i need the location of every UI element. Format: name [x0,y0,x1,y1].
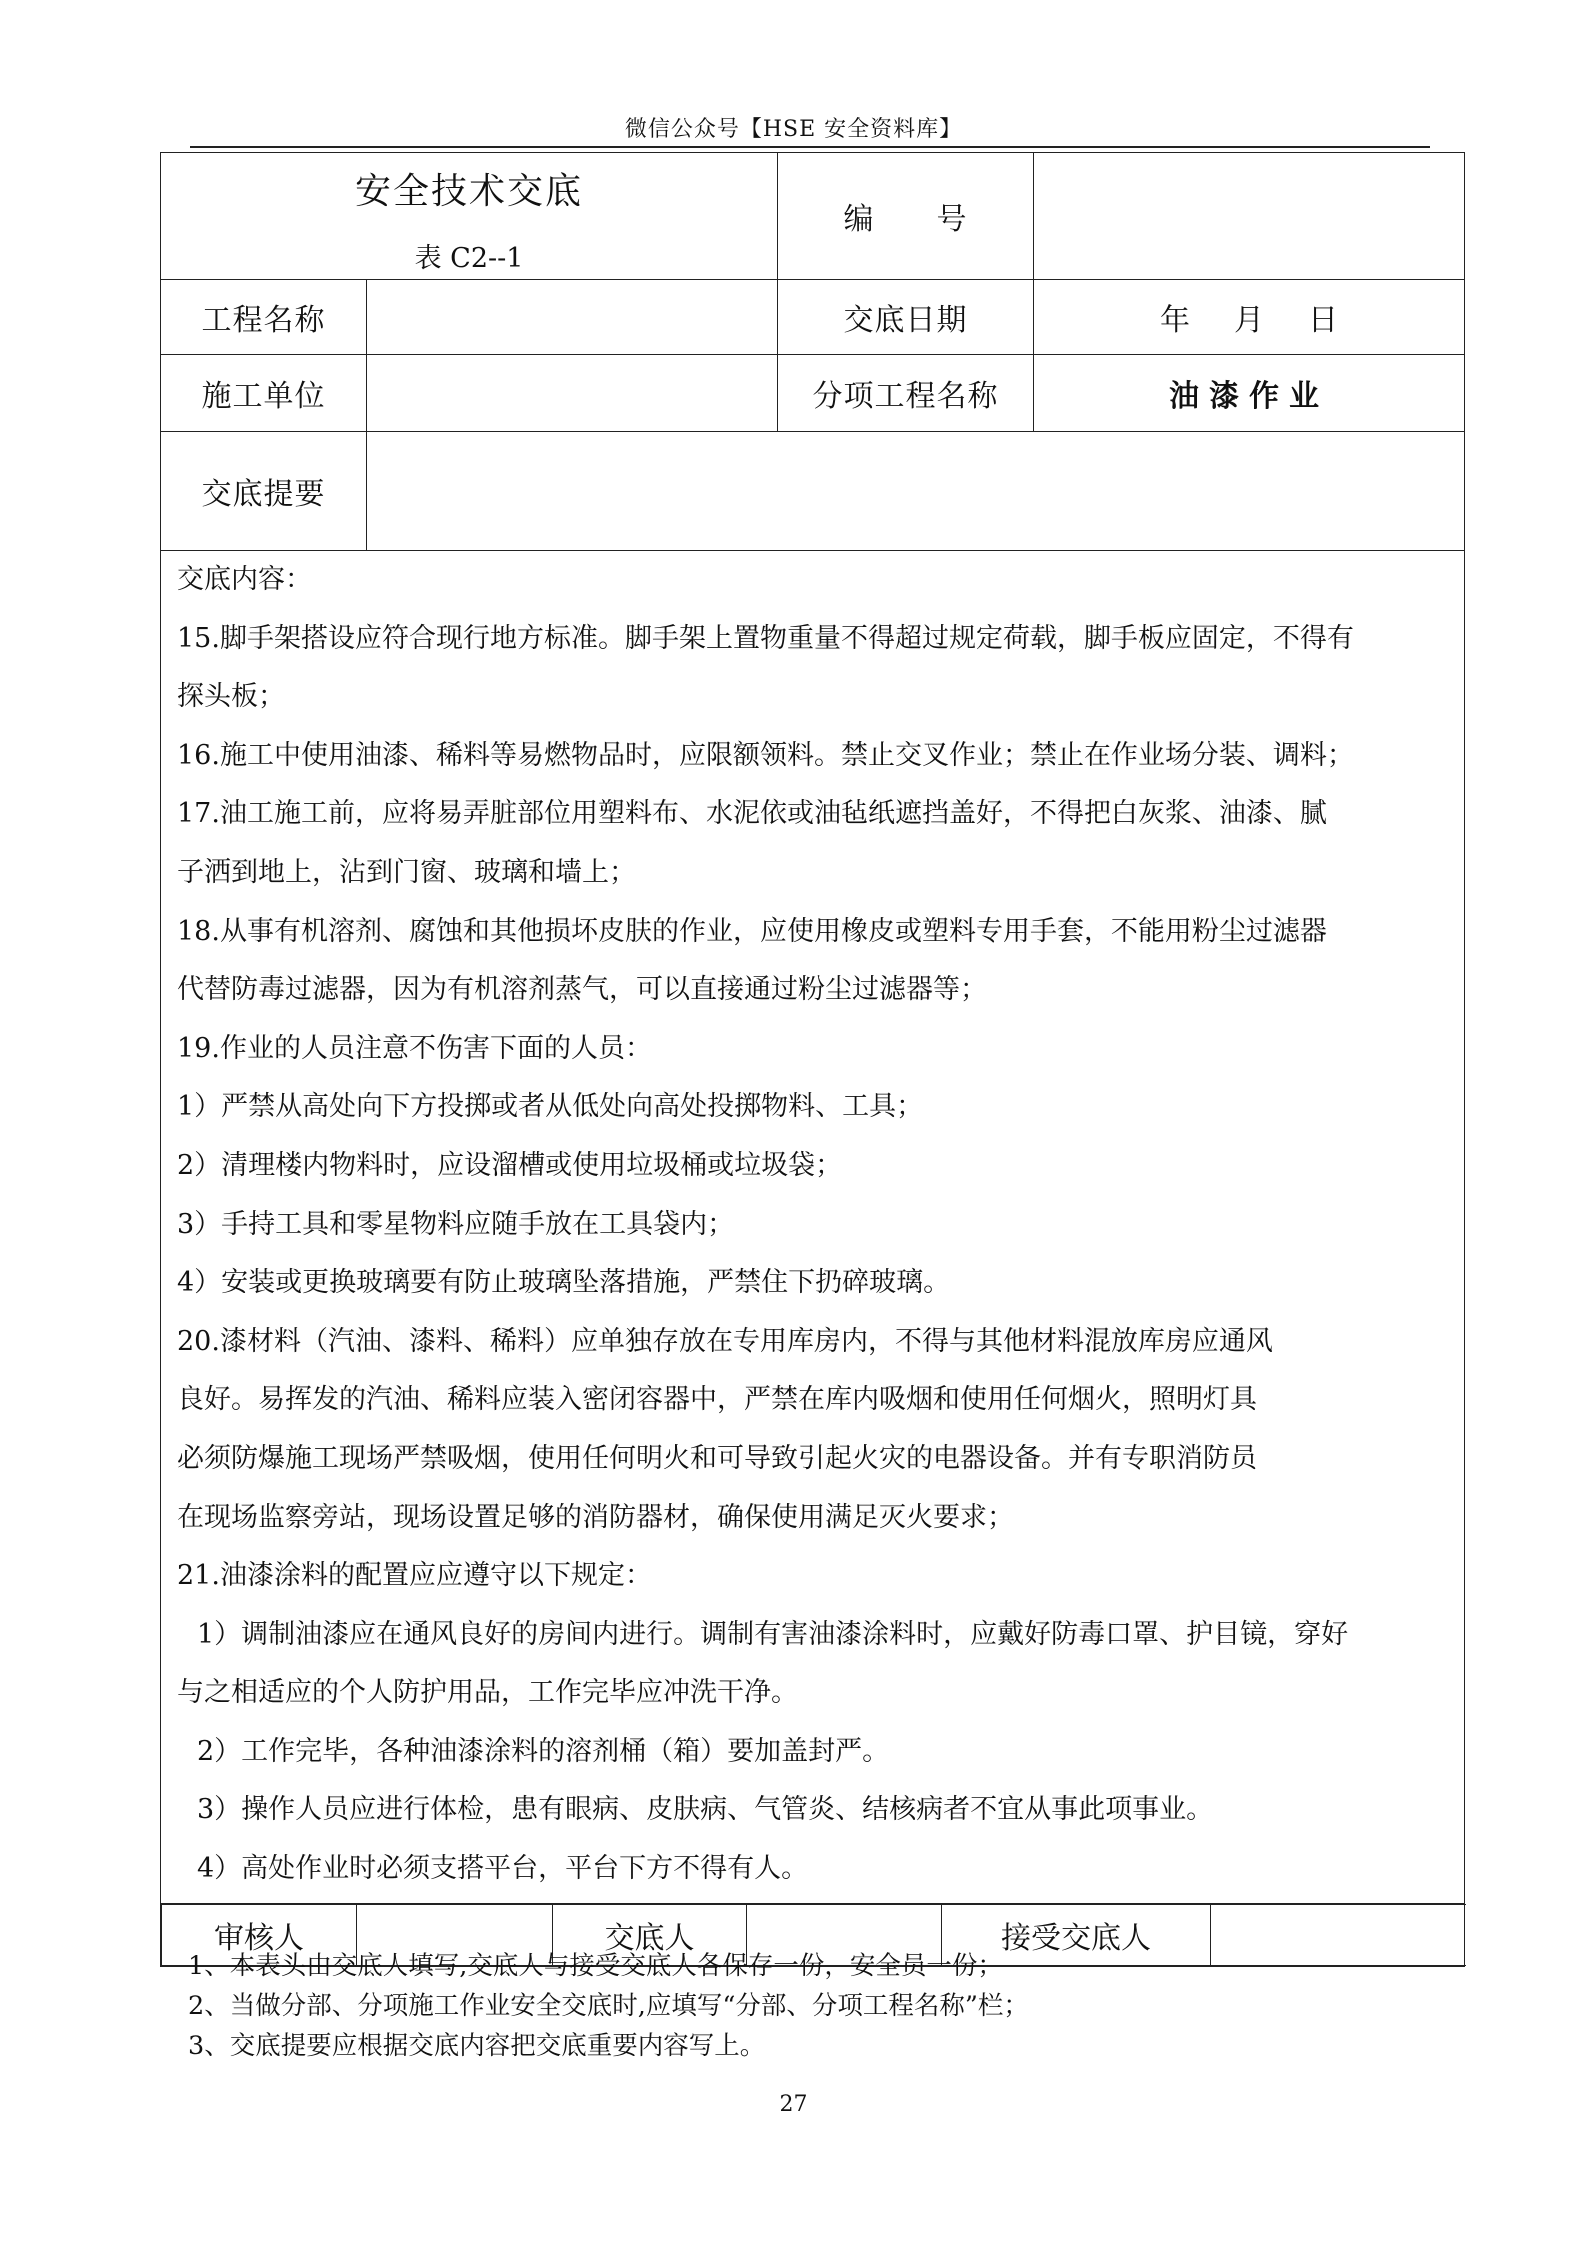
content-line: 15.脚手架搭设应符合现行地方标准。脚手架上置物重量不得超过规定荷载，脚手板应固定，不得有 [177,622,1354,654]
content-line: 19.作业的人员注意不伤害下面的人员： [177,1032,652,1064]
content-line: 20.漆材料（汽油、漆料、稀料）应单独存放在专用库房内，不得与其他材料混放库房应通风 [177,1325,1273,1357]
content-line: 2）清理楼内物料时，应设溜槽或使用垃圾桶或垃圾袋； [177,1149,843,1181]
content-line: 3）操作人员应进行体检，患有眼病、皮肤病、气管炎、结核病者不宜从事此项事业。 [197,1794,1214,1826]
content-line: 17.油工施工前，应将易弄脏部位用塑料布、水泥依或油毡纸遮挡盖好，不得把白灰浆、油漆、腻 [177,798,1327,830]
unit-label: 施工单位 [161,355,367,432]
summary-label: 交底提要 [161,432,367,551]
content-line: 与之相适应的个人防护用品，工作完毕应冲洗干净。 [177,1677,798,1709]
header-rule [190,146,1430,148]
form-notes [188,1946,1029,2066]
content-line: 探头板； [177,681,285,713]
safety-disclosure-form [160,152,1465,1967]
content-line: 18.从事有机溶剂、腐蚀和其他损坏皮肤的作业，应使用橡皮或塑料专用手套，不能用粉尘过滤器 [177,915,1327,947]
content-line: 交底内容： [177,564,312,595]
number-label: 编 号 [778,153,1034,280]
content-line: 3）手持工具和零星物料应随手放在工具袋内； [177,1208,735,1240]
date-field[interactable] [1034,280,1465,355]
subproject-label: 分项工程名称 [778,355,1034,432]
discloser-label: 交底人 [553,1904,747,1965]
receiver-label: 接受交底人 [942,1904,1211,1965]
reviewer-label: 审核人 [162,1904,357,1965]
content-line: 21.油漆涂料的配置应应遵守以下规定： [177,1560,652,1592]
content-line: 代替防毒过滤器，因为有机溶剂蒸气，可以直接通过粉尘过滤器等； [177,974,987,1006]
unit-field[interactable] [367,355,778,432]
date-month: 月 [1234,303,1265,338]
content-line: 4）安装或更换玻璃要有防止玻璃坠落措施，严禁住下扔碎玻璃。 [177,1267,951,1299]
summary-field[interactable] [367,432,1465,551]
form-title-cell [161,153,778,280]
date-label: 交底日期 [778,280,1034,355]
note-line: 3、交底提要应根据交底内容把交底重要内容写上。 [188,2031,766,2061]
date-year: 年 [1160,303,1191,338]
form-title: 安全技术交底 [355,171,584,212]
date-day: 日 [1308,303,1339,338]
content-line: 4）高处作业时必须支搭平台，平台下方不得有人。 [197,1853,809,1885]
content-line: 1）严禁从高处向下方投掷或者从低处向高处投掷物料、工具； [177,1091,924,1123]
project-name-field[interactable] [367,280,778,355]
subproject-value[interactable]: 油漆作业 [1034,355,1465,432]
number-field[interactable] [1034,153,1465,280]
content-line: 16.施工中使用油漆、稀料等易燃物品时，应限额领料。禁止交叉作业；禁止在作业场分装、调料； [177,739,1354,771]
content-line: 1）调制油漆应在通风良好的房间内进行。调制有害油漆涂料时，应戴好防毒口罩、护目镜，穿好 [197,1618,1349,1650]
receiver-field[interactable] [1211,1904,1466,1965]
content-line: 子洒到地上，沾到门窗、玻璃和墙上； [177,856,636,888]
note-line: 1、本表头由交底人填写,交底人与接受交底人各保存一份，安全员一份； [188,1951,1003,1981]
note-line: 2、当做分部、分项施工作业安全交底时,应填写“分部、分项工程名称”栏； [188,1991,1029,2021]
content-line: 必须防爆施工现场严禁吸烟，使用任何明火和可导致引起火灾的电器设备。并有专职消防员 [177,1442,1257,1474]
disclosure-content [161,551,1465,1904]
project-name-label: 工程名称 [161,280,367,355]
header-note: 微信公众号【HSE 安全资料库】 [624,117,963,142]
page-number: 27 [779,2092,808,2117]
content-line: 2）工作完毕，各种油漆涂料的溶剂桶（箱）要加盖封严。 [197,1735,890,1767]
form-code: 表 C2--1 [414,243,524,274]
content-line: 在现场监察旁站，现场设置足够的消防器材，确保使用满足灭火要求； [177,1501,1014,1533]
content-line: 良好。易挥发的汽油、稀料应装入密闭容器中，严禁在库内吸烟和使用任何烟火，照明灯具 [177,1384,1257,1416]
